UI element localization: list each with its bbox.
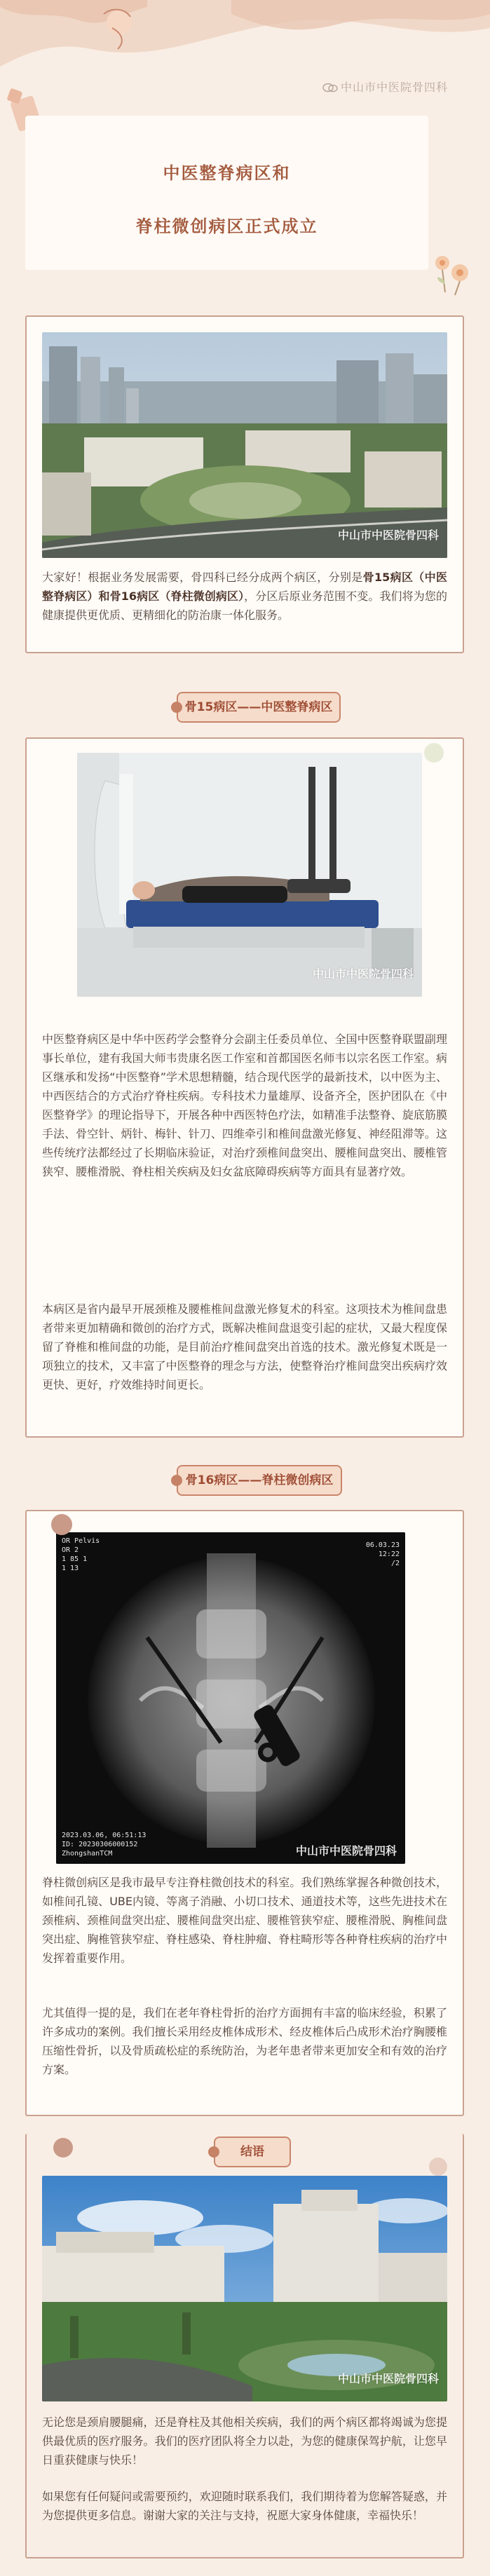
section3-paragraph1: 无论您是颈肩腰腿痛，还是脊柱及其他相关疾病，我们的两个病区都将竭诚为您提供最优质的医疗服务。我们的医疗团队将全力以赴，为您的健康保驾护航，让您早日重获健康与快乐！ (42, 2415, 447, 2467)
section2-paragraph2: 尤其值得一提的是，我们在老年脊柱骨折的治疗方面拥有丰富的临床经验，积累了许多成功的案例。我们擅长采用经皮椎体成形术、经皮椎体后凸成形术治疗胸腰椎压缩性骨折，以及骨质疏松症的系统防治，为老年患者带来更加安全和有效的治疗方案。 (42, 2006, 447, 2076)
xray-image (56, 1532, 405, 1864)
title-card (25, 116, 428, 270)
hospital-campus-photo (42, 2176, 447, 2401)
page-title-line1: 中医整脊病区和 (163, 163, 291, 183)
section2-pill (177, 1465, 342, 1496)
section3 (25, 2134, 464, 2558)
xray-tl-4: 1 13 (62, 1565, 79, 1572)
wechat-icon (322, 83, 338, 93)
xray-tl-3: 1 85 1 (62, 1555, 88, 1563)
xray-bl-1: 2023.03.06, 06:51:13 (62, 1832, 147, 1839)
intro-bold: 骨15病区（中医整脊病区）和骨16病区（脊柱微创病区） (42, 571, 447, 603)
section1-paragraph1: 中医整脊病区是中华中医药学会整脊分会副主任委员单位、全国中医整脊联盟副理事长单位，建有我国大师韦贵康名医工作室和首都国医名师韦以宗名医工作室。病区继承和发扬“中医整脊”学术思想精髓，结合现代医学的最新技术，以中医为主、中西医结合的方式治疗脊柱疾病。专科技术力量雄厚、设备齐全，医护团队在《中医整脊学》的理论指导下，开展各种中西医特色疗法，如精准手法整脊、旋底筋膜手法、骨空针、炳针、梅针、针刀、四维牵引和椎间盘激光修复、神经阻滞等。这些传统疗法都经过了长期临床验证，对治疗颈椎间盘突出、腰椎间盘突出、腰椎管狭窄、腰椎滑脱、脊柱相关疾病及妇女盆底障碍疾病等方面具有显著疗效。 (42, 1033, 447, 1178)
xray-tr-3: /2 (390, 1560, 400, 1567)
traction-bed-image (77, 753, 422, 997)
intro-section (25, 315, 464, 653)
section2 (25, 1510, 464, 2116)
header-watermark-text: 中山市中医院骨四科 (340, 81, 448, 94)
hospital-aerial-image (42, 332, 447, 558)
xray-bl-2: ID: 20230306000152 (62, 1841, 138, 1848)
photo-watermark: 中山市中医院骨四科 (295, 1844, 397, 1858)
section1-pill-label: 骨15病区——中医整脊病区 (184, 700, 333, 714)
hospital-aerial-photo (42, 332, 447, 558)
xray-tl-1: OR Pelvis (62, 1537, 100, 1545)
xray-top-left-info (62, 1536, 100, 1573)
section2-paragraph1: 脊柱微创病区是我市最早专注脊柱微创技术的科室。我们熟练掌握各种微创技术，如椎间孔镜、UBE内镜、等离子消融、小切口技术、通道技术等，这些先进技术在颈椎病、颈椎间盘突出症、腰椎间盘突出症、腰椎管狭窄症、腰椎滑脱、胸椎间盘突出症、胸椎管狭窄症、脊柱感染、脊柱肿瘤、脊柱畸形等各种脊柱疾病的治疗中发挥着重要作用。 (42, 1876, 447, 1965)
section1-paragraph2: 本病区是省内最早开展颈椎及腰椎椎间盘激光修复术的科室。这项技术为椎间盘患者带来更加精确和微创的治疗方式，既解决椎间盘退变引起的症状，又最大程度保留了脊椎和椎间盘的功能，是目前治疗椎间盘突出首选的技术。激光修复术既是一项独立的技术，又丰富了中医整脊的理念与方法，使整脊治疗椎间盘突出疾病疗效更快、更好，疗效维持时间更长。 (42, 1302, 447, 1391)
xray-tr-2: 12:22 (378, 1551, 400, 1558)
xray-bl-3: ZhongshanTCM (62, 1850, 113, 1858)
xray-top-right-info (366, 1541, 400, 1568)
intro-paragraph (42, 568, 447, 625)
hospital-campus-image (42, 2176, 447, 2401)
section1-pill (177, 692, 341, 723)
xray-tl-2: OR 2 (62, 1546, 79, 1554)
photo-watermark: 中山市中医院骨四科 (337, 2372, 439, 2385)
traction-bed-photo (77, 753, 422, 997)
page-title-line2: 脊柱微创病区正式成立 (135, 217, 318, 236)
intro-text-b: ，分区后原业务范围不变。我们将为您的健康提供更优质、更精细化的防治康一体化服务。 (42, 590, 447, 622)
decor-dot (429, 2158, 447, 2176)
header-watermark (322, 79, 448, 95)
section3-pill-label: 结语 (240, 2145, 264, 2159)
xray-photo (56, 1532, 405, 1864)
section1 (25, 737, 464, 1438)
section2-pill-label: 骨16病区——脊柱微创病区 (185, 1473, 334, 1487)
photo-watermark: 中山市中医院骨四科 (337, 529, 439, 542)
decor-dot (51, 1514, 72, 1535)
flower-decoration (428, 249, 477, 298)
xray-bottom-left-info (62, 1831, 146, 1858)
intro-text-a: 大家好！根据业务发展需要，骨四科已经分成两个病区，分别是 (42, 571, 363, 584)
section3-paragraph2: 如果您有任何疑问或需要预约，欢迎随时联系我们，我们期待着为您解答疑惑，并为您提供更多信息。谢谢大家的关注与支持，祝愿大家身体健康，幸福快乐！ (42, 2490, 447, 2522)
photo-watermark: 中山市中医院骨四科 (312, 967, 414, 981)
decor-dot (53, 2138, 73, 2158)
decor-dot (424, 743, 444, 763)
xray-tr-1: 06.03.23 (365, 1541, 400, 1549)
